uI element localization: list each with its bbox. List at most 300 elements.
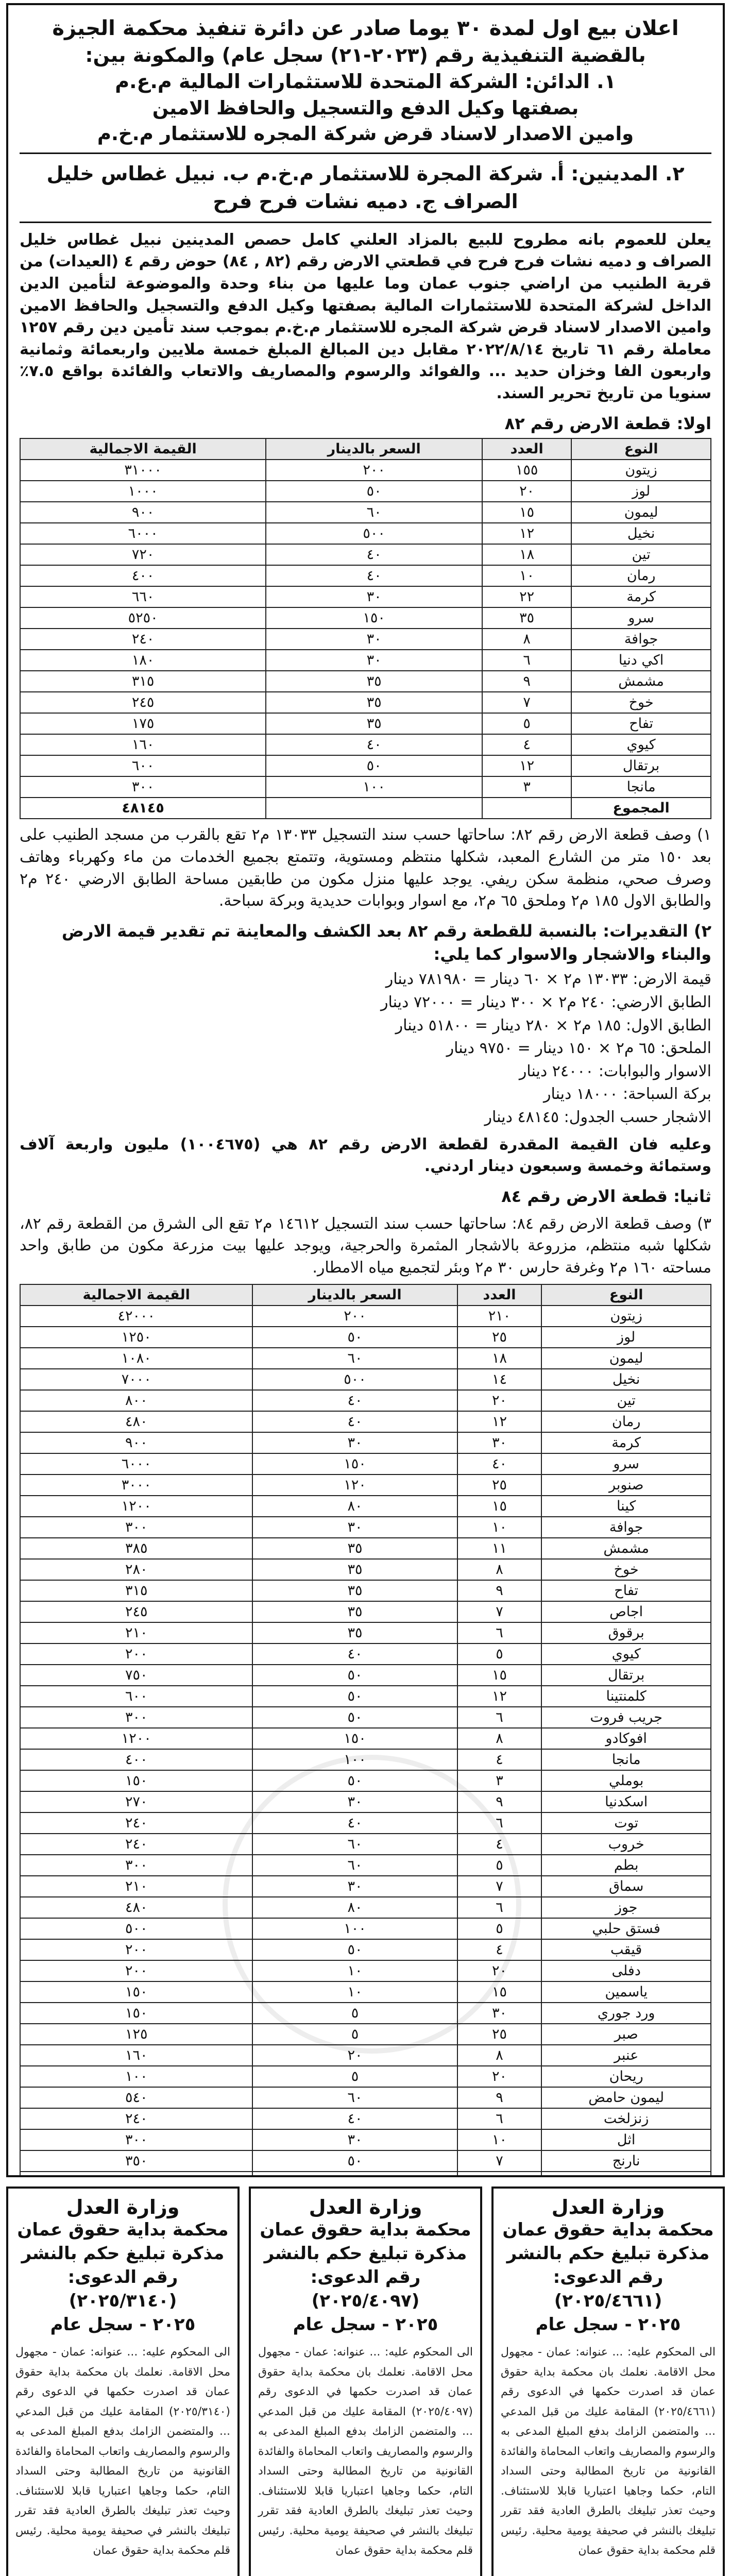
table-row — [20, 692, 711, 713]
table-row — [20, 1749, 711, 1770]
table-cell: ٦٦٠ — [20, 586, 266, 607]
estimate-line: الطابق الاول: ١٨٥ م٢ × ٢٨٠ دينار = ٥١٨٠٠ دينار — [395, 1016, 711, 1035]
table-row — [20, 1369, 711, 1390]
table-row — [20, 1686, 711, 1707]
table-cell: ١٠ — [457, 2129, 542, 2150]
table-cell: ٩ — [457, 1791, 542, 1812]
table-cell: ٢٤٥ — [20, 1601, 252, 1622]
table-cell: ٣٠ — [252, 1517, 457, 1538]
table-cell: ٦٠٠ — [20, 1686, 252, 1707]
table-cell: جوز — [541, 1897, 711, 1918]
table-cell: كلمنتينا — [541, 1686, 711, 1707]
ministry-title: وزارة العدل — [551, 2196, 665, 2218]
table-cell: ٣ — [457, 1770, 542, 1791]
trees-table-82 — [20, 438, 711, 819]
table-cell: ٤ — [457, 1749, 542, 1770]
table-cell: ٢٤٠ — [20, 629, 266, 650]
table-row — [20, 1601, 711, 1622]
table-row — [20, 2024, 711, 2045]
table-cell: ٢٥ — [457, 1475, 542, 1496]
table-cell: ٦٠٠٠ — [20, 1453, 252, 1475]
table-cell: ٦ — [457, 2108, 542, 2129]
case-number: رقم الدعوى: (٢٠٢٥/٣١٤٠) — [67, 2266, 178, 2311]
court-notices-row — [6, 2187, 725, 2576]
table-row — [20, 2108, 711, 2129]
table-cell: ١٨ — [482, 544, 571, 565]
table-cell: ٦٠ — [252, 1855, 457, 1876]
table-row — [20, 460, 711, 481]
table-cell: جريب فروت — [541, 1707, 711, 1728]
case-year: ٢٠٢٥ - سجل عام — [293, 2314, 438, 2335]
table-cell: ١٢ — [482, 523, 571, 544]
table-cell: ٣٥ — [482, 607, 571, 629]
doc-title: مذكرة تبليغ حكم بالنشر — [264, 2243, 467, 2264]
table-cell — [541, 2172, 711, 2177]
table-cell: ٣٠٠٠ — [20, 1475, 252, 1496]
table-cell: ٢٠٠ — [20, 1939, 252, 1960]
table-row — [20, 586, 711, 607]
table-cell: ٤٠ — [252, 1390, 457, 1411]
table-cell: ١٥٠ — [20, 1981, 252, 2003]
table-cell: ١٧٥ — [20, 713, 266, 734]
doc-title: مذكرة تبليغ حكم بالنشر — [506, 2243, 710, 2264]
table-row — [20, 671, 711, 692]
table-cell: ٧ — [457, 1876, 542, 1897]
table-cell: جوافة — [541, 1517, 711, 1538]
table-cell: سماق — [541, 1876, 711, 1897]
table-cell: ٣١٥ — [20, 1580, 252, 1601]
table-row — [20, 1643, 711, 1665]
table-cell: ٦ — [457, 1622, 542, 1643]
table-cell: ٢٠ — [457, 2066, 542, 2087]
table-cell: ٤ — [482, 734, 571, 755]
total-value: ٤٨١٤٥ — [20, 798, 266, 819]
table-cell: زيتون — [571, 460, 711, 481]
ministry-title: وزارة العدل — [66, 2196, 180, 2218]
table-cell: ٥٠ — [252, 1686, 457, 1707]
table-cell: ٤٠ — [252, 1643, 457, 1665]
table-cell: ١٨ — [457, 1348, 542, 1369]
table-row — [20, 1496, 711, 1517]
table-cell: ٦ — [457, 1812, 542, 1834]
section3-heading: ثانيا: قطعة الارض رقم ٨٤ — [501, 1186, 711, 1206]
table-cell: ٤٢٠٠٠ — [20, 1306, 252, 1327]
table-cell: ١٠٨٠ — [20, 1348, 252, 1369]
table-row — [20, 481, 711, 502]
table-row — [20, 1770, 711, 1791]
table-cell: ٤٠ — [266, 544, 482, 565]
table-cell: اجاص — [541, 1601, 711, 1622]
table-row — [20, 1665, 711, 1686]
table-cell: ٩٠٠ — [20, 502, 266, 523]
table-cell: ٩ — [457, 2087, 542, 2108]
table-cell: ٢٠٠ — [20, 1960, 252, 1981]
table-cell: ٥٠ — [252, 2150, 457, 2172]
table-cell: ليمون — [541, 1348, 711, 1369]
table-cell — [457, 2172, 542, 2177]
table-cell: ٤ — [457, 1834, 542, 1855]
auction-notice — [6, 3, 725, 2177]
doc-title: مذكرة تبليغ حكم بالنشر — [21, 2243, 225, 2264]
table-row — [20, 650, 711, 671]
court-name: محكمة بداية حقوق عمان — [260, 2219, 471, 2240]
table-cell: ٩٠٠ — [20, 1432, 252, 1453]
table-row — [20, 776, 711, 798]
estimate-line: قيمة الارض: ١٣٠٣٣ م٢ × ٦٠ دينار = ٧٨١٩٨٠ دينار — [385, 970, 711, 989]
table-cell: ١٢٥٠ — [20, 1327, 252, 1348]
table-cell: ٤٠ — [252, 1812, 457, 1834]
table-row — [20, 523, 711, 544]
section3-description: ٣) وصف قطعة الارض رقم ٨٤: ساحاتها حسب سند التسجيل ١٤٦١٢ م٢ تقع الى الشرق من القطعة رقم ٨٢، شكلها شبه منتظم، مزروعة بالاشجار المثمرة والحرجية، ويوجد عليها بيت مزرعة مكون من طابق واحد مساحته ١٦٠ م٢ وغرفة حارس ٣٠ م٢ وبئر لتجميع مياه الامطار. — [20, 1214, 711, 1277]
table-total-row — [20, 798, 711, 819]
table-cell: كيوي — [571, 734, 711, 755]
table-cell: ٥٠ — [252, 1665, 457, 1686]
table-cell: ٥٠٠ — [266, 523, 482, 544]
table-cell: نخيل — [541, 1369, 711, 1390]
case-number: رقم الدعوى: (٢٠٢٥/٤٠٩٧) — [310, 2266, 421, 2311]
table-cell: عنبر — [541, 2045, 711, 2066]
table-cell: ٥٠٠ — [252, 1369, 457, 1390]
table-cell: ٣٠ — [457, 1432, 542, 1453]
table-cell: ١٠٠ — [20, 2066, 252, 2087]
table-cell: ٣٠٠ — [20, 1517, 252, 1538]
table-row — [20, 1453, 711, 1475]
intro-paragraph: يعلن للعموم بانه مطروح للبيع بالمزاد العلني كامل حصص المدينين نبيل غطاس خليل الصراف و دميه نشات فرح فرح في قطعتي الارض رقم (٨٢ , ٨٤) حوض رقم ٤ (العيدات) من قرية الطنيب من اراضي جنوب عمان وما عليها من بناء وحدة والموضوعة لتأمين الدين الداخل لشركة المتحدة للاستثمارات المالية بصفتها وكيل الدفع والتسجيل والحافظ الامين وامين الاصدار لاسناد قرض شركة المجره للاستثمار م.خ.م بموجب سند تأمين دين رقم ١٢٥٧ معاملة رقم ٦١ تاريخ ٢٠٢٢/٨/١٤ مقابل دين المبالغ المبلغ خمسة ملايين واربعمائة وثمانية واربعون الفا وخزان حديد ... والفوائد والرسوم والمصاريف والاتعاب والفائدة بواقع ٧.٥٪ سنويا من تاريخ تحرير السند. — [20, 230, 711, 402]
header-line-5: وامين الاصدار لاسناد قرض شركة المجره للاستثمار م.خ.م — [97, 122, 634, 145]
table-cell: ٣٠٠ — [20, 2129, 252, 2150]
table-cell: ٣١٠٠٠ — [20, 460, 266, 481]
table-cell: ٥ — [457, 1643, 542, 1665]
table-row — [20, 1432, 711, 1453]
court-notice-box — [6, 2187, 240, 2576]
court-notice-box — [491, 2187, 725, 2576]
table-cell: ٦ — [457, 1897, 542, 1918]
table-cell: ٢٤٠ — [20, 2108, 252, 2129]
table-cell: ٥٠ — [252, 1327, 457, 1348]
table-row — [20, 1707, 711, 1728]
table-cell: ١٠ — [252, 1981, 457, 2003]
table-row — [20, 1517, 711, 1538]
table-cell: تفاح — [541, 1580, 711, 1601]
table-row — [20, 1538, 711, 1559]
column-header: النوع — [541, 1284, 711, 1306]
table-header-row — [20, 438, 711, 460]
table-cell: لوز — [571, 481, 711, 502]
table-cell: ٥ — [252, 2024, 457, 2045]
table-row — [20, 1812, 711, 1834]
header-line-2: بالقضية التنفيذية رقم (٢٠٢٣-٢١) سجل عام) والمكونة بين: — [85, 44, 646, 66]
table-cell: ٢٤٠ — [20, 1812, 252, 1834]
estimate-line: الطابق الارضي: ٢٤٠ م٢ × ٣٠٠ دينار = ٧٢٠٠٠ دينار — [381, 993, 711, 1011]
table-cell: ياسمين — [541, 1981, 711, 2003]
table-cell: توت — [541, 1812, 711, 1834]
table-cell: ١٠٠ — [252, 1749, 457, 1770]
table-cell: تين — [571, 544, 711, 565]
column-header: النوع — [571, 438, 711, 460]
table-cell: ٣٠ — [252, 1876, 457, 1897]
table-cell: دفلى — [541, 1960, 711, 1981]
table-cell: ٤٨٠ — [20, 1411, 252, 1432]
table-cell: خوخ — [571, 692, 711, 713]
table-cell: ١٢٠٠ — [20, 1496, 252, 1517]
table-row — [20, 755, 711, 776]
table-cell: ١٦٠ — [20, 734, 266, 755]
table-cell: ٧٢٠ — [20, 544, 266, 565]
table-row — [20, 2045, 711, 2066]
table-cell: ٣٠٠ — [20, 776, 266, 798]
table-cell: ٤٠٠ — [20, 1749, 252, 1770]
estimate-line: الاسوار والبوابات: ٢٤٠٠٠ دينار — [519, 1062, 711, 1080]
table-cell: ٨ — [457, 2045, 542, 2066]
table-cell: ٦٠ — [252, 1834, 457, 1855]
table-row — [20, 1791, 711, 1812]
estimate-line: بركة السباحة: ١٨٠٠٠ دينار — [543, 1085, 711, 1104]
table-row — [20, 1390, 711, 1411]
table-cell: ٤٠ — [252, 1411, 457, 1432]
table-row — [20, 2129, 711, 2150]
divider — [20, 222, 711, 223]
table-cell: بوملي — [541, 1770, 711, 1791]
table-cell: زنزلخت — [541, 2108, 711, 2129]
table-cell: ٧ — [457, 1601, 542, 1622]
total-label: المجموع — [571, 798, 711, 819]
court-notice-box — [249, 2187, 482, 2576]
table-cell: مشمش — [541, 1538, 711, 1559]
table-cell: ١٢ — [482, 755, 571, 776]
notice-body: الى المحكوم عليه: ... عنوانه: عمان - مجهول محل الاقامة. نعلمك بان محكمة بداية حقوق عمان قد اصدرت حكمها في الدعوى رقم (٢٠٢٥/٣١٤٠) المقامة عليك من قبل المدعي ... والمتضمن الزامك بدفع المبلغ المدعى به والرسوم والمصاريف واتعاب المحاماة والفائدة القانونية من تاريخ المطالبة وحتى السداد التام، حكما وجاهيا اعتباريا قابلا للاستئناف. وحيث تعذر تبليغك بالطرق العادية فقد تقرر تبليغك بالنشر في صحيفة يومية محلية. رئيس قلم محكمة بداية حقوق عمان — [15, 2346, 230, 2557]
table-cell: تين — [541, 1390, 711, 1411]
table-row — [20, 607, 711, 629]
table-cell: مانجا — [571, 776, 711, 798]
table-cell: ١٢٠٠ — [20, 1728, 252, 1749]
table-row — [20, 2066, 711, 2087]
case-year: ٢٠٢٥ - سجل عام — [50, 2314, 196, 2335]
table-row — [20, 1939, 711, 1960]
table-cell: ١٢ — [457, 1686, 542, 1707]
table-cell: ١٥ — [457, 1665, 542, 1686]
table-cell: ٣٨٥ — [20, 1538, 252, 1559]
table-cell: رمان — [541, 1411, 711, 1432]
table-cell: ١٥٠ — [252, 1728, 457, 1749]
table-cell: ٣ — [482, 776, 571, 798]
table-body — [20, 1306, 711, 2177]
column-header: السعر بالدينار — [252, 1284, 457, 1306]
table-cell: قيقب — [541, 1939, 711, 1960]
table-cell: ليمون حامض — [541, 2087, 711, 2108]
table-row — [20, 1834, 711, 1855]
table-cell: ١٦٠ — [20, 2045, 252, 2066]
table-cell: مشمش — [571, 671, 711, 692]
table-cell: مانجا — [541, 1749, 711, 1770]
table-cell: ٧ — [457, 2150, 542, 2172]
table-cell: ٥ — [457, 1855, 542, 1876]
table-cell: ٥٠ — [266, 755, 482, 776]
table-header-row — [20, 1284, 711, 1306]
table-cell: ٨٠ — [252, 1496, 457, 1517]
court-name: محكمة بداية حقوق عمان — [17, 2219, 229, 2240]
table-row — [20, 734, 711, 755]
table-cell: ١٠٠ — [252, 1918, 457, 1939]
table-cell: ٨٠ — [252, 1897, 457, 1918]
header-line-4: بصفتها وكيل الدفع والتسجيل والحافظ الامين — [152, 96, 579, 119]
estimate-line: الاشجار حسب الجدول: ٤٨١٤٥ دينار — [484, 1108, 711, 1126]
table-cell: ٣٠٠ — [20, 1855, 252, 1876]
table-cell: برتقال — [541, 1665, 711, 1686]
table-cell: ليمون — [571, 502, 711, 523]
table-cell: ١٠ — [482, 565, 571, 586]
table-row — [20, 1981, 711, 2003]
table-cell: ٥٤٠ — [20, 2087, 252, 2108]
table-cell: ٣٥ — [252, 1580, 457, 1601]
table-cell: ٣٠ — [266, 650, 482, 671]
table-cell: ٣٥ — [266, 671, 482, 692]
column-header: السعر بالدينار — [266, 438, 482, 460]
table-row — [20, 713, 711, 734]
table-row — [20, 1559, 711, 1580]
table-cell: ٢٧٠ — [20, 1791, 252, 1812]
ministry-title: وزارة العدل — [309, 2196, 422, 2218]
table-cell: ٢٢ — [482, 586, 571, 607]
table-body — [20, 460, 711, 798]
table-cell: ٩ — [482, 671, 571, 692]
table-cell: ٣٥ — [252, 1559, 457, 1580]
table-cell: صبر — [541, 2024, 711, 2045]
trees-table-84 — [20, 1284, 711, 2177]
table-row — [20, 1855, 711, 1876]
section2-heading: ٢) التقديرات: بالنسبة للقطعة رقم ٨٢ بعد الكشف والمعاينة تم تقدير قيمة الارض والبناء والاشجار والاسوار كما يلي: — [61, 921, 711, 964]
table-cell: ٥٠ — [252, 1770, 457, 1791]
table-cell: ٥٠ — [252, 1939, 457, 1960]
table-cell: نخيل — [571, 523, 711, 544]
header-line-3: ١. الدائن: الشركة المتحدة للاستثمارات المالية م.ع.م — [115, 70, 616, 93]
table-cell: ٣٥ — [266, 692, 482, 713]
table-cell: ٦٠ — [252, 2087, 457, 2108]
table-cell: ٨ — [457, 1728, 542, 1749]
table-row — [20, 1411, 711, 1432]
table-row — [20, 1475, 711, 1496]
table-cell: ٢٥ — [457, 2024, 542, 2045]
table-cell: ٢٨٠ — [20, 1559, 252, 1580]
table-cell: ٤٠٠ — [20, 565, 266, 586]
table-row — [20, 1622, 711, 1643]
table-cell: فستق حلبي — [541, 1918, 711, 1939]
table-cell: تفاح — [571, 713, 711, 734]
table-cell: ٨ — [482, 629, 571, 650]
table-row — [20, 1327, 711, 1348]
table-cell: ٥ — [252, 2003, 457, 2024]
court-name: محكمة بداية حقوق عمان — [502, 2219, 714, 2240]
table-cell: ٥٠٠ — [20, 1918, 252, 1939]
table-row — [20, 1918, 711, 1939]
case-year: ٢٠٢٥ - سجل عام — [535, 2314, 681, 2335]
table-row — [20, 629, 711, 650]
table-cell: ٩ — [457, 1580, 542, 1601]
table-cell: ٣٥ — [252, 1622, 457, 1643]
table-cell: ٤٠ — [457, 1453, 542, 1475]
table-cell: ٣٠ — [252, 2129, 457, 2150]
table-row — [20, 1580, 711, 1601]
table-row — [20, 2172, 711, 2177]
table-cell: ٦ — [457, 1707, 542, 1728]
table-cell: ١٠ — [457, 1517, 542, 1538]
table-row — [20, 1960, 711, 1981]
table-cell: ٧٠٠٠ — [20, 1369, 252, 1390]
table-cell: زيتون — [541, 1306, 711, 1327]
table-cell: كينا — [541, 1496, 711, 1517]
table-cell: ١٥٠ — [252, 1453, 457, 1475]
table-cell: ٣٠ — [266, 586, 482, 607]
table-cell: نارنج — [541, 2150, 711, 2172]
notice-body: الى المحكوم عليه: ... عنوانه: عمان - مجهول محل الاقامة. نعلمك بان محكمة بداية حقوق عمان قد اصدرت حكمها في الدعوى رقم (٢٠٢٥/٤٦٦١) المقامة عليك من قبل المدعي ... والمتضمن الزامك بدفع المبلغ المدعى به والرسوم والمصاريف واتعاب المحاماة والفائدة القانونية من تاريخ المطالبة وحتى السداد التام، حكما وجاهيا اعتباريا قابلا للاستئناف. وحيث تعذر تبليغك بالطرق العادية فقد تقرر تبليغك بالنشر في صحيفة يومية محلية. رئيس قلم محكمة بداية حقوق عمان — [501, 2346, 716, 2557]
section1-notes: ١) وصف قطعة الارض رقم ٨٢: ساحاتها حسب سند التسجيل ١٣٠٣٣ م٢ تقع بالقرب من مسجد الطنيب على بعد ١٥٠ متر من الشارع المعبد، شكلها منتظم ومستوية، وتتمتع بجميع الخدمات من ماء وكهرباء وهاتف وصرف صحي، منظمة سكن ريفي. يوجد عليها منزل مكون من طابقين مساحة الطابق الارضي ٢٤٠ م٢ والطابق الاول ١٨٥ م٢ وملحق ٦٥ م٢، مع اسوار وبوابات حديدية وبركة سباحة. — [20, 826, 711, 910]
table-row — [20, 1348, 711, 1369]
table-cell: ٣٥٠ — [20, 2150, 252, 2172]
table-cell: كيوي — [541, 1643, 711, 1665]
table-cell: ٢٠ — [252, 2045, 457, 2066]
table-cell: ٢٠ — [457, 1390, 542, 1411]
table-cell: ٢١٠ — [20, 1622, 252, 1643]
table-cell: ١١ — [457, 1538, 542, 1559]
table-cell: ٤٠ — [266, 734, 482, 755]
table-row — [20, 2003, 711, 2024]
column-header: القيمة الاجمالية — [20, 1284, 252, 1306]
table-row — [20, 565, 711, 586]
table-cell: ٦٠٠٠ — [20, 523, 266, 544]
table-cell: ٢٠ — [457, 1960, 542, 1981]
table-cell: ٢٠٠ — [252, 1306, 457, 1327]
section2-total: وعليه فان القيمة المقدرة لقطعة الارض رقم ٨٢ هي (١٠٠٤٦٧٥) مليون واربعة آلاف وستمائة وخمسة وسبعون دينار اردني. — [20, 1135, 711, 1176]
header-line-1: اعلان بيع اول لمدة ٣٠ يوما صادر عن دائرة تنفيذ محكمة الجيزة — [52, 16, 679, 40]
table-cell: ١٢٠ — [252, 1475, 457, 1496]
divider — [20, 152, 711, 154]
table-cell: ٧٥٠ — [20, 1665, 252, 1686]
table-cell: اثل — [541, 2129, 711, 2150]
table-cell: ٧ — [482, 692, 571, 713]
table-row — [20, 1876, 711, 1897]
table-cell: ٢١٠ — [20, 1876, 252, 1897]
table-cell: ٥٢٥٠ — [20, 607, 266, 629]
table-row — [20, 1728, 711, 1749]
table-cell: ٢١٠ — [457, 1306, 542, 1327]
table-cell: برتقال — [571, 755, 711, 776]
table-cell: ٥ — [457, 1918, 542, 1939]
table-cell: جوافة — [571, 629, 711, 650]
table-cell: ٨٠٠ — [20, 1390, 252, 1411]
table-cell: ٦٠ — [252, 1348, 457, 1369]
table-cell: ٥٠ — [266, 481, 482, 502]
table-cell: ١٥ — [457, 1496, 542, 1517]
table-cell: ٢٠٠ — [266, 460, 482, 481]
table-cell: ١٥ — [482, 502, 571, 523]
newspaper-page — [6, 3, 725, 2576]
table-row — [20, 2150, 711, 2172]
table-cell — [252, 2172, 457, 2177]
table-cell: ٢٥ — [457, 1327, 542, 1348]
table-cell: ١٤ — [457, 1369, 542, 1390]
table-cell: ٨ — [457, 1559, 542, 1580]
table-cell: لوز — [541, 1327, 711, 1348]
table-cell: برقوق — [541, 1622, 711, 1643]
table-cell: ٢٠ — [482, 481, 571, 502]
table-cell: ١٠٠٠ — [20, 481, 266, 502]
table-cell: رمان — [571, 565, 711, 586]
column-header: القيمة الاجمالية — [20, 438, 266, 460]
section1-heading: اولا: قطعة الارض رقم ٨٢ — [504, 413, 711, 433]
table-row — [20, 1306, 711, 1327]
table-cell: ورد جوري — [541, 2003, 711, 2024]
table-cell: اكي دنيا — [571, 650, 711, 671]
table-cell: ٢٤٠ — [20, 1834, 252, 1855]
